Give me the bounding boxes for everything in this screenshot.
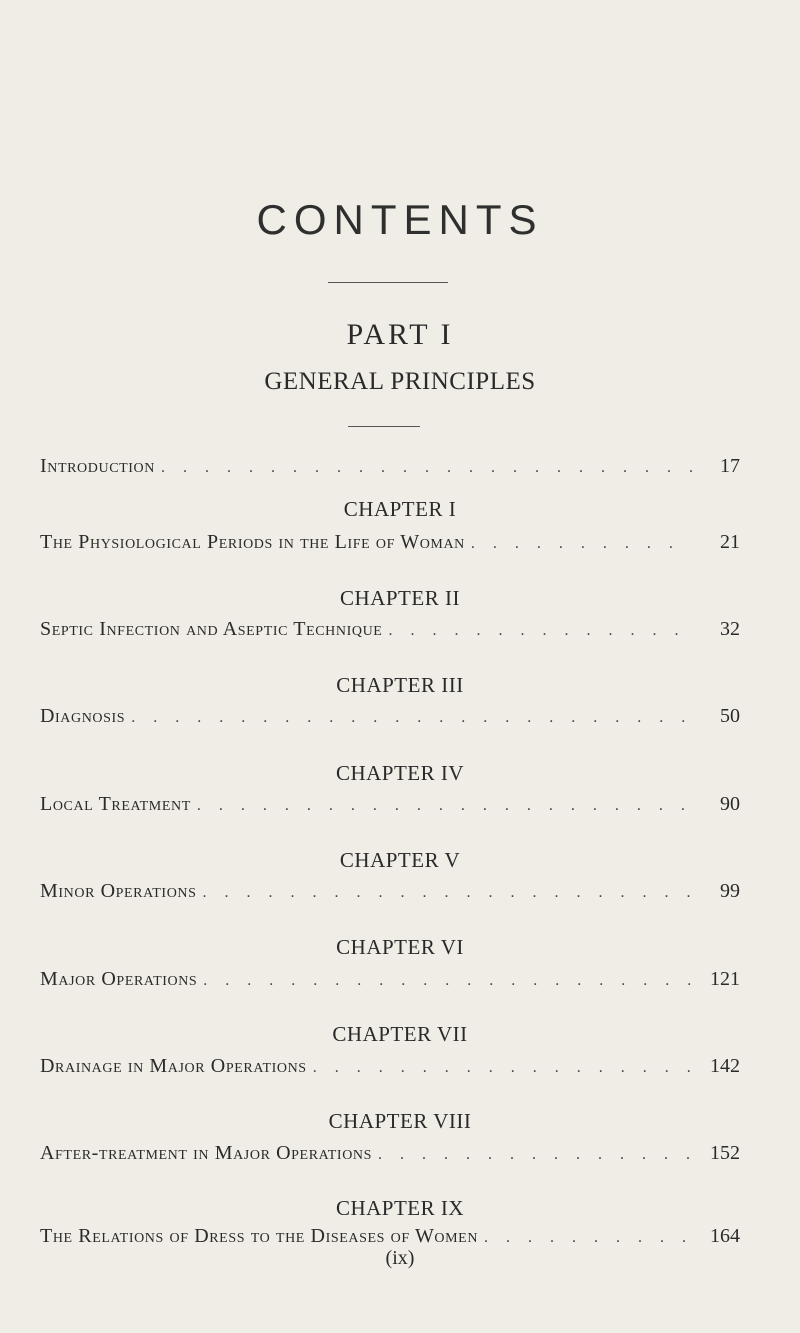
toc-entry[interactable] [40, 968, 740, 998]
chapter-heading: CHAPTER IX [335, 1196, 465, 1220]
toc-entry[interactable] [40, 1055, 740, 1085]
title-divider [328, 282, 448, 283]
toc-entry[interactable] [40, 618, 740, 648]
entry-title: Introduction [40, 455, 155, 477]
entry-title: The Physiological Periods in the Life of Woman [40, 531, 465, 553]
entry-page-number: 21 [720, 531, 740, 553]
entry-page-number: 152 [710, 1142, 740, 1164]
entry-page-number: 164 [710, 1225, 740, 1247]
toc-entry[interactable] [40, 880, 740, 910]
dot-leader [484, 1229, 692, 1247]
part-divider [348, 426, 420, 427]
chapter-heading: CHAPTER V [339, 848, 461, 872]
entry-title: Local Treatment [40, 793, 191, 815]
entry-title: Diagnosis [40, 705, 126, 727]
dot-leader [131, 709, 692, 727]
entry-title: Drainage in Major Operations [40, 1055, 307, 1077]
entry-title: The Relations of Dress to the Diseases of Women [40, 1225, 479, 1247]
entry-title: Septic Infection and Aseptic Technique [40, 618, 383, 640]
chapter-heading: CHAPTER III [336, 673, 464, 697]
page-title: CONTENTS [256, 196, 544, 243]
part-heading: PART I [346, 318, 454, 351]
entry-title: After-treatment in Major Operations [40, 1142, 373, 1164]
chapter-heading: CHAPTER IV [335, 761, 465, 785]
entry-page-number: 121 [710, 968, 740, 990]
entry-page-number: 32 [720, 618, 740, 640]
dot-leader [378, 1146, 692, 1164]
toc-entry-introduction[interactable] [40, 455, 740, 485]
part-subtitle: GENERAL PRINCIPLES [264, 368, 536, 395]
toc-entry[interactable] [40, 1142, 740, 1172]
chapter-heading: CHAPTER VI [336, 935, 464, 959]
dot-leader [161, 459, 692, 477]
dot-leader [203, 884, 692, 902]
toc-entry[interactable] [40, 705, 740, 735]
toc-entry[interactable] [40, 531, 740, 561]
entry-page-number: 17 [720, 455, 740, 477]
dot-leader [388, 622, 692, 640]
dot-leader [313, 1059, 692, 1077]
dot-leader [203, 972, 692, 990]
entry-page-number: 50 [720, 705, 740, 727]
dot-leader [197, 797, 692, 815]
chapter-heading: CHAPTER I [343, 497, 457, 521]
chapter-heading: CHAPTER VIII [328, 1109, 472, 1133]
chapter-heading: CHAPTER VII [332, 1022, 468, 1046]
toc-entry[interactable] [40, 793, 740, 823]
dot-leader [471, 535, 692, 553]
entry-page-number: 99 [720, 880, 740, 902]
entry-title: Minor Operations [40, 880, 197, 902]
chapter-heading: CHAPTER II [340, 586, 460, 610]
entry-page-number: 90 [720, 793, 740, 815]
page-folio: (ix) [385, 1247, 415, 1269]
entry-page-number: 142 [710, 1055, 740, 1077]
entry-title: Major Operations [40, 968, 198, 990]
